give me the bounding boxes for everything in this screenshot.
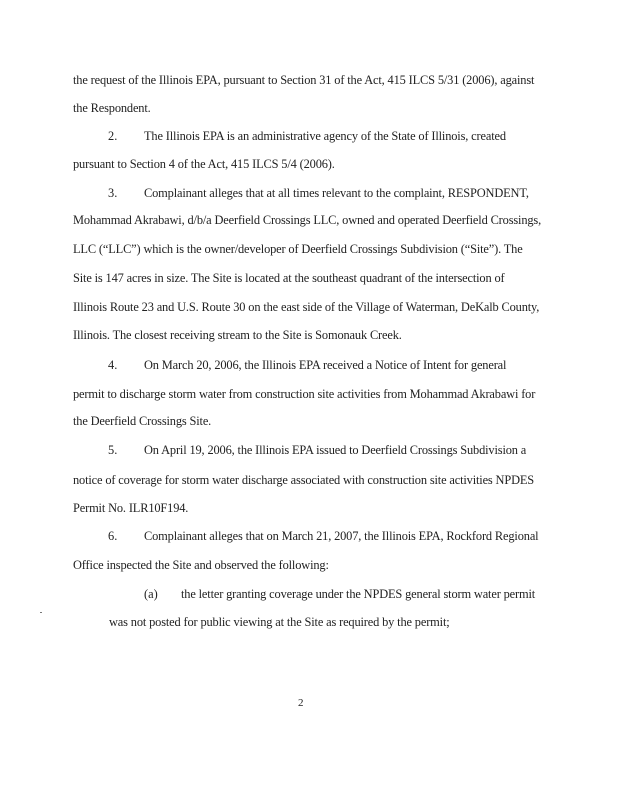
item-label: (a): [144, 587, 158, 601]
page-number: 2: [298, 697, 304, 709]
text-line: On April 19, 2006, the Illinois EPA issued to Deerfield Crossings Subdivision a: [144, 443, 527, 457]
paragraph-number: 6.: [108, 529, 118, 543]
text-line: the Respondent.: [73, 101, 151, 115]
text-line: Complainant alleges that on March 21, 2007, the Illinois EPA, Rockford Regional: [144, 529, 539, 543]
text-line: Illinois. The closest receiving stream to the Site is Somonauk Creek.: [73, 328, 402, 342]
text-line: Permit No. ILR10F194.: [73, 501, 189, 515]
text-line: Illinois Route 23 and U.S. Route 30 on the east side of the Village of Waterman, DeKalb County,: [73, 300, 540, 314]
paragraph-number: 2.: [108, 129, 118, 143]
text-line: Office inspected the Site and observed the following:: [73, 558, 329, 572]
paragraph-number: 5.: [108, 443, 118, 457]
text-line: the letter granting coverage under the NPDES general storm water permit: [181, 587, 536, 601]
text-line: Site is 147 acres in size. The Site is located at the southeast quadrant of the intersection of: [73, 271, 505, 285]
text-line: the Deerfield Crossings Site.: [73, 414, 212, 428]
text-line: LLC (“LLC”) which is the owner/developer of Deerfield Crossings Subdivision (“Site”). The: [73, 242, 523, 256]
text-line: Complainant alleges that at all times relevant to the complaint, RESPONDENT,: [144, 186, 529, 200]
text-line: the request of the Illinois EPA, pursuant to Section 31 of the Act, 415 ILCS 5/31 (2006), against: [73, 73, 535, 87]
text-line: pursuant to Section 4 of the Act, 415 ILCS 5/4 (2006).: [73, 157, 335, 171]
paragraph-number: 4.: [108, 358, 118, 372]
scan-mark: [40, 612, 42, 613]
text-line: notice of coverage for storm water discharge associated with construction site activities NPDES: [73, 473, 535, 487]
text-line: The Illinois EPA is an administrative agency of the State of Illinois, created: [144, 129, 506, 143]
text-line: was not posted for public viewing at the Site as required by the permit;: [109, 615, 450, 629]
text-line: Mohammad Akrabawi, d/b/a Deerfield Crossings LLC, owned and operated Deerfield Crossings,: [73, 213, 542, 227]
text-line: On March 20, 2006, the Illinois EPA received a Notice of Intent for general: [144, 358, 507, 372]
paragraph-number: 3.: [108, 186, 118, 200]
text-line: permit to discharge storm water from construction site activities from Mohammad Akrabawi for: [73, 387, 536, 401]
